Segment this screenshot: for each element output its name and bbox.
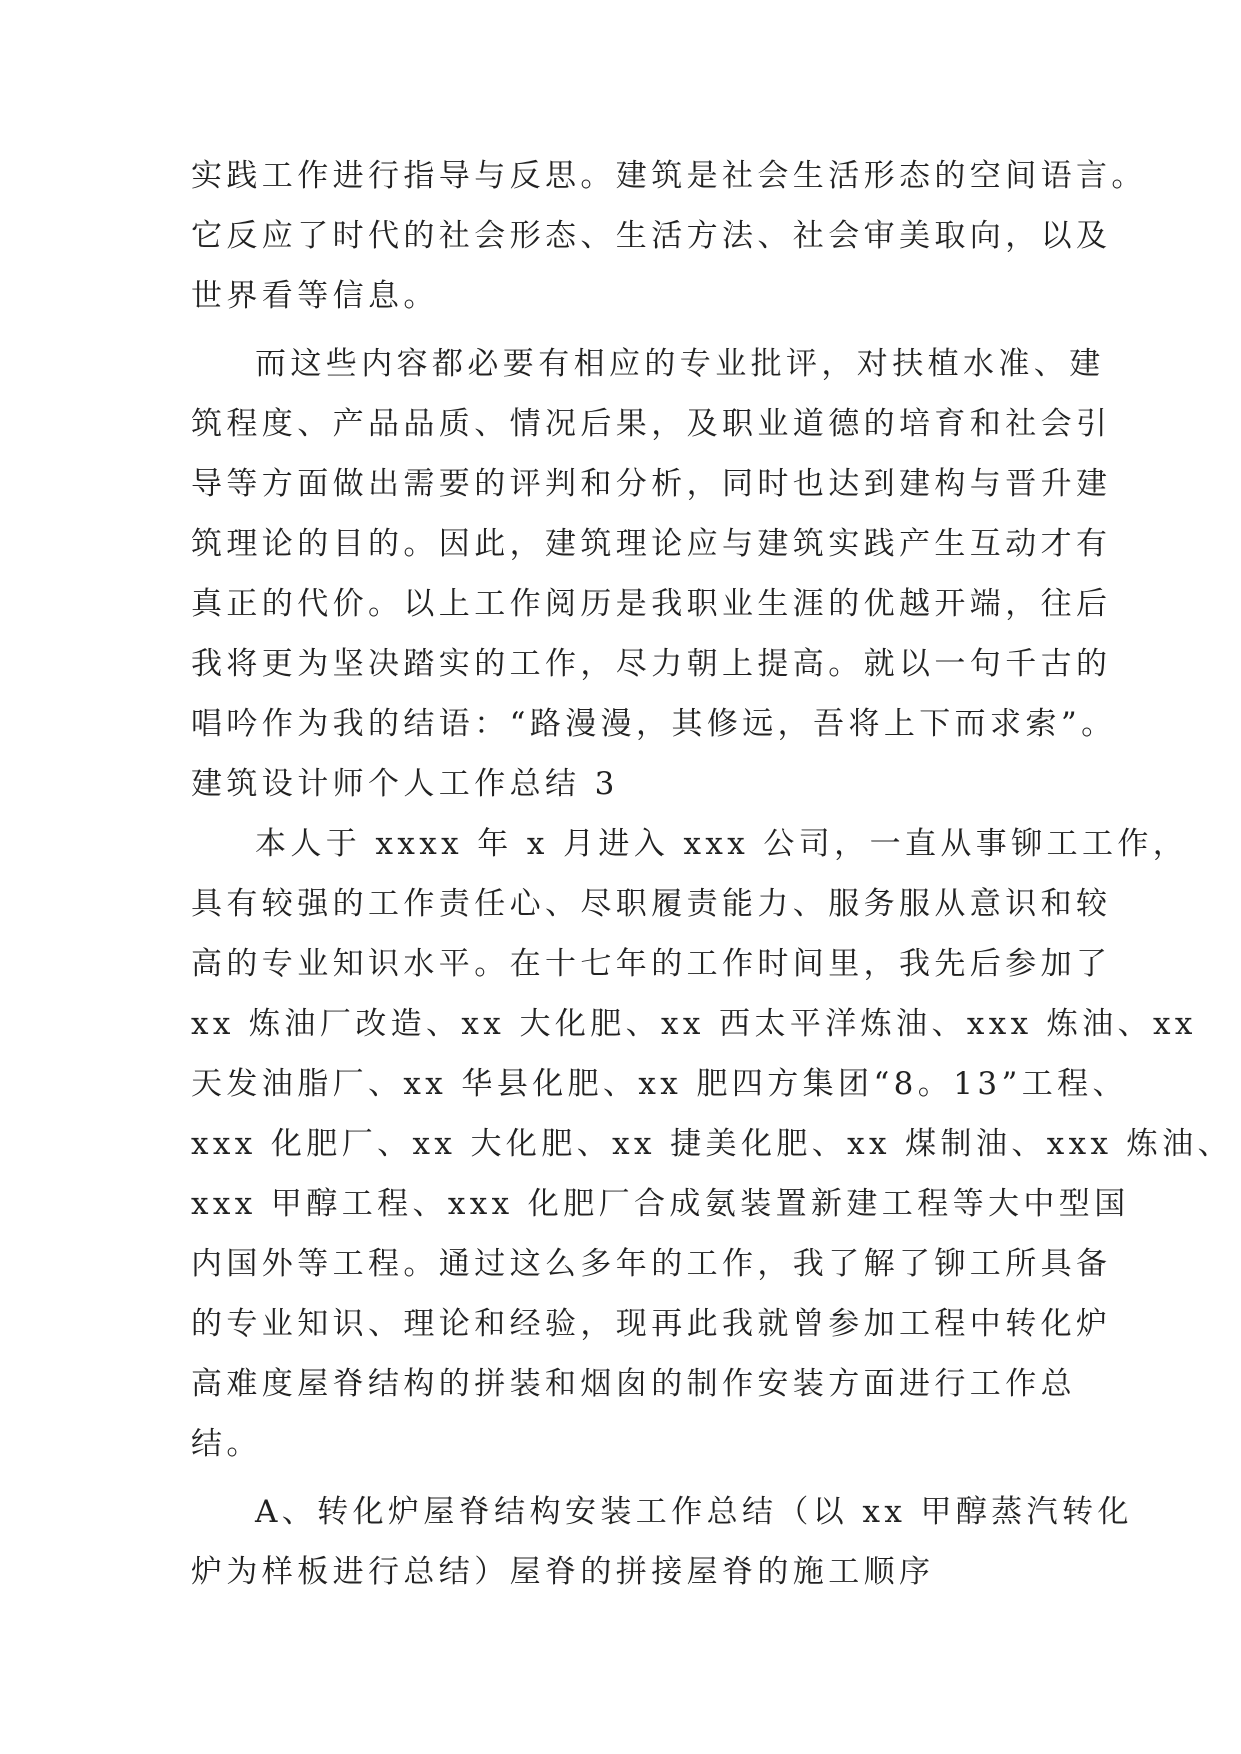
text-line: 结。 <box>191 1426 262 1462</box>
text-line: 筑程度、产品品质、情况后果，及职业道德的培育和社会引 <box>191 406 1112 442</box>
paragraph-first-line: 而这些内容都必要有相应的专业批评，对扶植水准、建 <box>255 346 1105 382</box>
text-line: 它反应了时代的社会形态、生活方法、社会审美取向，以及 <box>191 218 1112 254</box>
paragraph-first-line: 本人于 xxxx 年 x 月进入 xxx 公司，一直从事铆工工作， <box>255 826 1189 862</box>
text-line: 我将更为坚决踏实的工作，尽力朝上提高。就以一句千古的 <box>191 646 1112 682</box>
text-line: xx 炼油厂改造、xx 大化肥、xx 西太平洋炼油、xxx 炼油、xx <box>191 1006 1197 1042</box>
text-line: 真正的代价。以上工作阅历是我职业生涯的优越开端，往后 <box>191 586 1112 622</box>
document-body <box>191 146 1233 1602</box>
text-line: 炉为样板进行总结）屋脊的拼接屋脊的施工顺序 <box>191 1554 935 1590</box>
text-line: xxx 化肥厂、xx 大化肥、xx 捷美化肥、xx 煤制油、xxx 炼油、 <box>191 1126 1233 1162</box>
text-line: 天发油脂厂、xx 华县化肥、xx 肥四方集团“8。13”工程、 <box>191 1066 1128 1102</box>
text-line: xxx 甲醇工程、xxx 化肥厂合成氨装置新建工程等大中型国 <box>191 1186 1130 1222</box>
text-line: 筑理论的目的。因此，建筑理论应与建筑实践产生互动才有 <box>191 526 1112 562</box>
paragraph-first-line: A、转化炉屋脊结构安装工作总结（以 xx 甲醇蒸汽转化 <box>255 1494 1133 1530</box>
text-line: 高的专业知识水平。在十七年的工作时间里，我先后参加了 <box>191 946 1112 982</box>
section-heading: 建筑设计师个人工作总结 3 <box>191 766 619 802</box>
text-line: 导等方面做出需要的评判和分析，同时也达到建构与晋升建 <box>191 466 1112 502</box>
text-line: 具有较强的工作责任心、尽职履责能力、服务服从意识和较 <box>191 886 1112 922</box>
text-line: 世界看等信息。 <box>191 278 439 314</box>
text-line: 实践工作进行指导与反思。建筑是社会生活形态的空间语言。 <box>191 158 1147 194</box>
text-line: 内国外等工程。通过这么多年的工作，我了解了铆工所具备 <box>191 1246 1112 1282</box>
text-line: 唱吟作为我的结语：“路漫漫，其修远，吾将上下而求索”。 <box>191 706 1117 742</box>
text-line: 高难度屋脊结构的拼装和烟囱的制作安装方面进行工作总 <box>191 1366 1076 1402</box>
text-line: 的专业知识、理论和经验，现再此我就曾参加工程中转化炉 <box>191 1306 1112 1342</box>
